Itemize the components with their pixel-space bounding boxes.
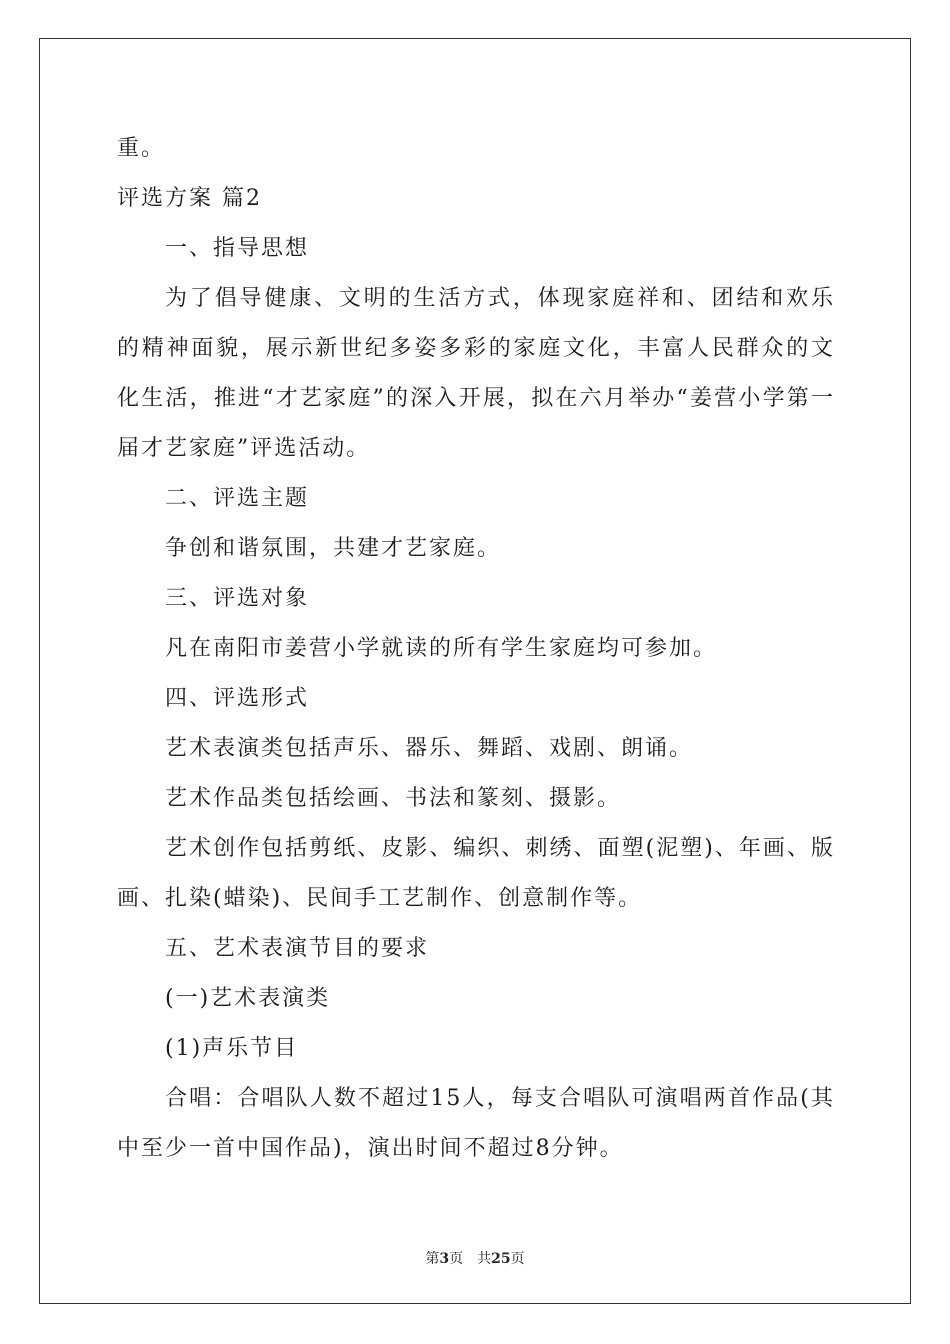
subsection-heading: (1)声乐节目 [165, 1036, 299, 1061]
paragraph-form-1: 艺术表演类包括声乐、器乐、舞蹈、戏剧、朗诵。 [165, 736, 694, 761]
section-heading: 四、评选形式 [165, 686, 310, 711]
footer-mid: 页 共 [449, 1251, 492, 1267]
section-heading: 三、评选对象 [165, 586, 310, 611]
paragraph-target: 凡在南阳市姜营小学就读的所有学生家庭均可参加。 [165, 636, 718, 661]
paragraph-form-3: 艺术创作包括剪纸、皮影、编织、刺绣、面塑(泥塑)、年画、版画、扎染(蜡染)、民间手工艺制作、创意制作等。 [117, 836, 835, 911]
paragraph-theme: 争创和谐氛围，共建才艺家庭。 [165, 536, 502, 561]
page-footer [0, 1248, 950, 1268]
document-body [117, 124, 835, 1174]
section-heading: 五、艺术表演节目的要求 [165, 936, 430, 961]
paragraph-guidance: 为了倡导健康、文明的生活方式，体现家庭祥和、团结和欢乐的精神面貌，展示新世纪多姿多彩的家庭文化，丰富人民群众的文化生活，推进“才艺家庭”的深入开展，拟在六月举办“姜营小学第一届才艺家庭”评选活动。 [117, 286, 835, 461]
text-line: 重。 [117, 136, 166, 161]
footer-page-number: 3 [439, 1251, 450, 1267]
paragraph-chorus: 合唱：合唱队人数不超过15人，每支合唱队可演唱两首作品(其中至少一首中国作品)，演出时间不超过8分钟。 [117, 1086, 835, 1161]
article-title: 评选方案 篇2 [117, 186, 262, 211]
subsection-heading: (一)艺术表演类 [165, 986, 331, 1011]
paragraph-form-2: 艺术作品类包括绘画、书法和篆刻、摄影。 [165, 786, 622, 811]
footer-suffix: 页 [510, 1251, 525, 1267]
section-heading: 一、指导思想 [165, 236, 310, 261]
section-heading: 二、评选主题 [165, 486, 310, 511]
footer-total-pages: 25 [491, 1251, 511, 1267]
footer-prefix: 第 [425, 1251, 440, 1267]
